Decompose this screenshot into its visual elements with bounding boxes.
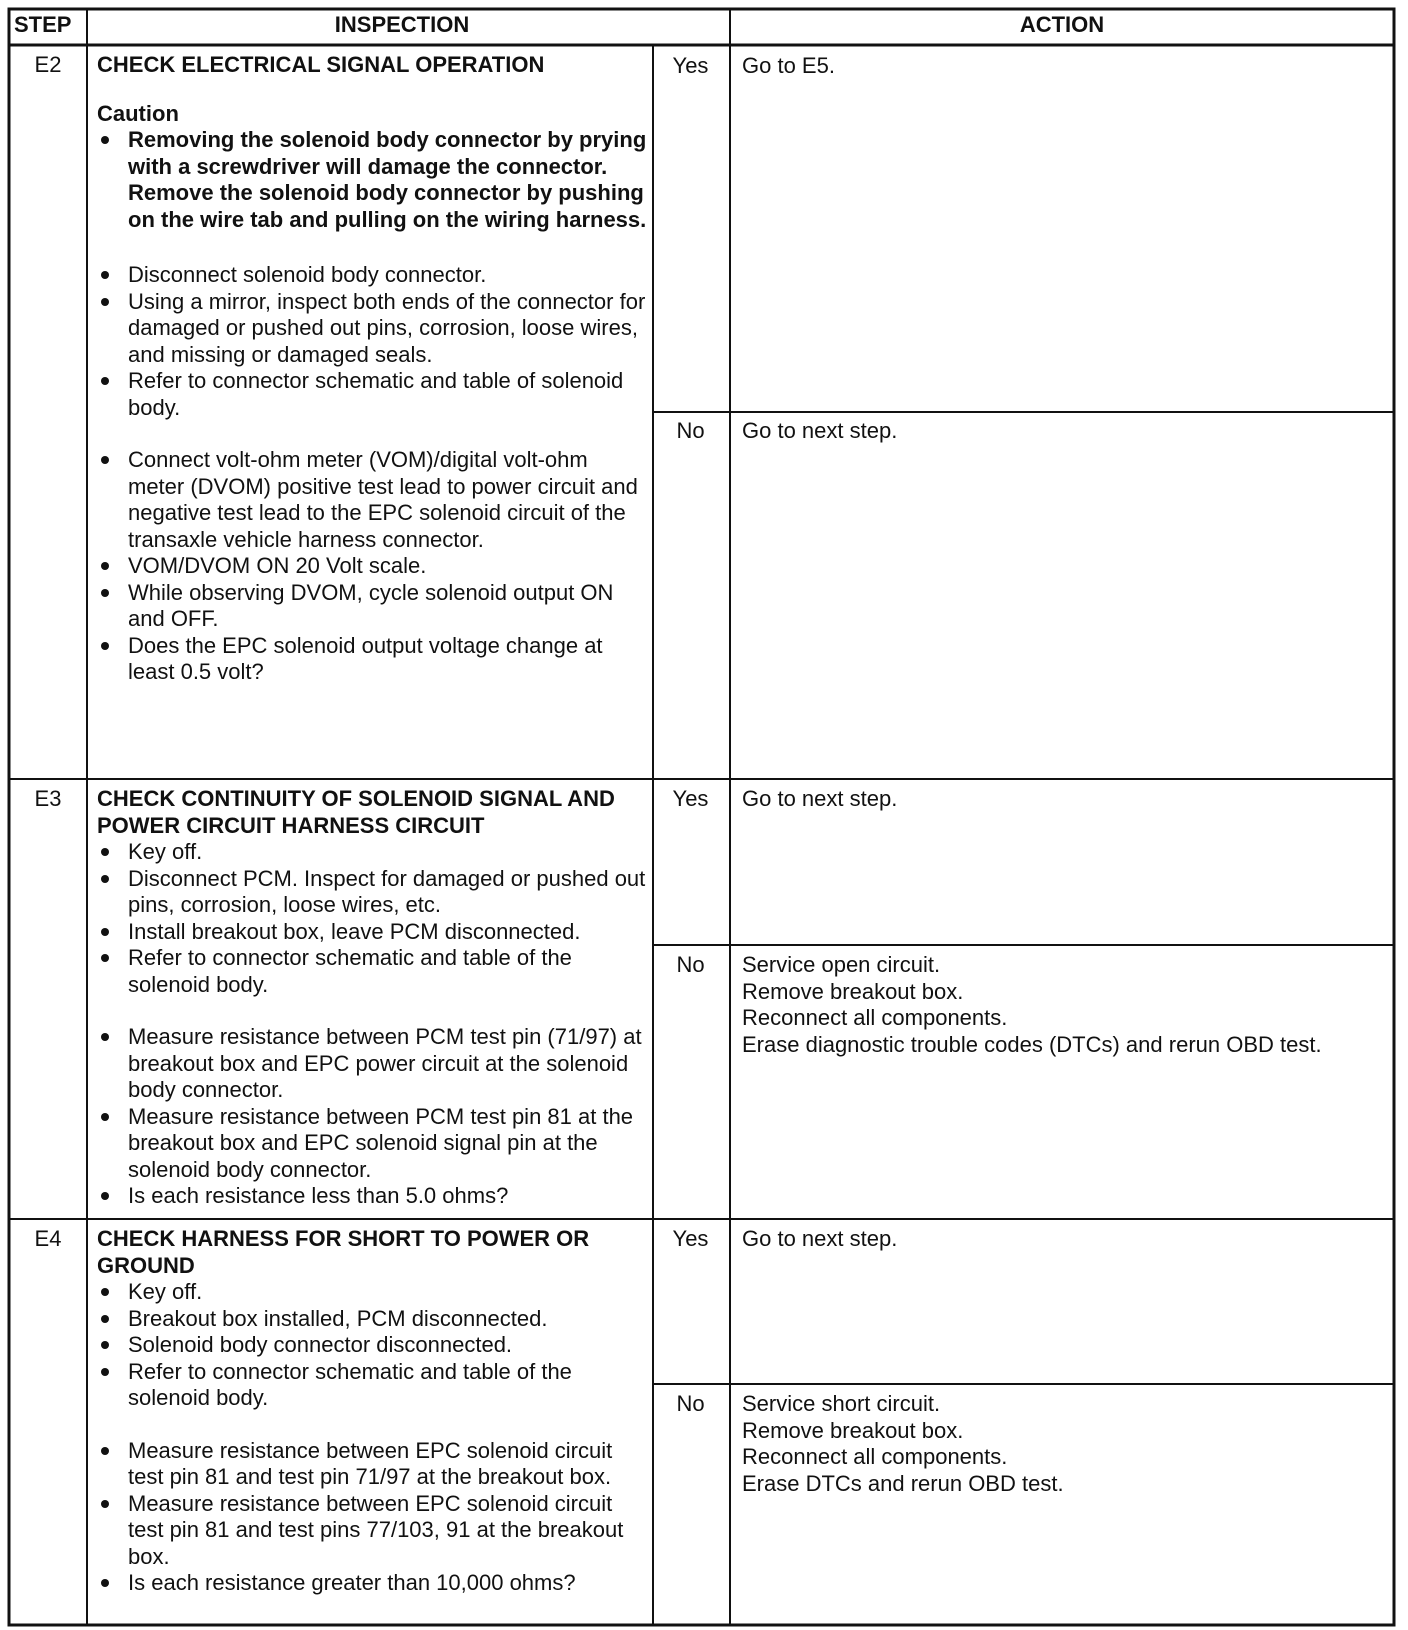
list-item: Disconnect PCM. Inspect for damaged or pushed out pins, corrosion, loose wires, etc. xyxy=(97,866,650,919)
yes-action xyxy=(742,786,1382,813)
action-line: Service short circuit. xyxy=(742,1391,941,1416)
step-title: CHECK CONTINUITY OF SOLENOID SIGNAL AND POWER CIRCUIT HARNESS CIRCUIT xyxy=(97,786,615,838)
no-action xyxy=(742,1391,1382,1497)
caution-list xyxy=(97,127,650,233)
list-item: Breakout box installed, PCM disconnected. xyxy=(97,1306,650,1333)
action-line: Reconnect all components. xyxy=(742,1005,1008,1030)
step-title: CHECK HARNESS FOR SHORT TO POWER OR GROUND xyxy=(97,1226,590,1278)
list-item: VOM/DVOM ON 20 Volt scale. xyxy=(97,553,650,580)
yes-action xyxy=(742,53,1382,80)
no-label: No xyxy=(676,1391,705,1416)
action-line: Go to next step. xyxy=(742,418,898,443)
list-item: Disconnect solenoid body connector. xyxy=(97,262,650,289)
list-item: Key off. xyxy=(97,839,650,866)
header-action: ACTION xyxy=(1019,12,1105,37)
list-item: Refer to connector schematic and table of the solenoid body. xyxy=(97,945,650,998)
list-item: Measure resistance between PCM test pin (71/97) at breakout box and EPC power circuit at the solenoid body connector. xyxy=(97,1024,650,1104)
list-item: Key off. xyxy=(97,1279,650,1306)
step-number: E2 xyxy=(34,52,62,77)
action-line: Erase diagnostic trouble codes (DTCs) and rerun OBD test. xyxy=(742,1031,1322,1057)
caution-label: Caution xyxy=(97,100,179,126)
check-list xyxy=(97,262,650,686)
no-label: No xyxy=(676,952,705,977)
list-item: Is each resistance less than 5.0 ohms? xyxy=(97,1183,650,1210)
action-line: Service open circuit. xyxy=(742,952,941,977)
list-item: Measure resistance between EPC solenoid circuit test pin 81 and test pin 71/97 at the breakout box. xyxy=(97,1438,650,1491)
action-line: Erase DTCs and rerun OBD test. xyxy=(742,1470,1064,1496)
caution-item: Removing the solenoid body connector by prying with a screwdriver will damage the connector. Remove the solenoid body connector by pushing on the wire tab and pulling on the wiring harness. xyxy=(97,127,650,233)
list-item: Is each resistance greater than 10,000 ohms? xyxy=(97,1570,650,1597)
yes-label: Yes xyxy=(672,1226,709,1251)
inspection-cell xyxy=(97,52,650,686)
action-line: Go to next step. xyxy=(742,1226,898,1251)
action-line: Reconnect all components. xyxy=(742,1444,1008,1469)
action-line: Go to next step. xyxy=(742,786,898,811)
list-item: Refer to connector schematic and table of solenoid body. xyxy=(97,368,650,421)
list-item: While observing DVOM, cycle solenoid output ON and OFF. xyxy=(97,580,650,633)
header-inspection: INSPECTION xyxy=(334,12,470,37)
list-item: Using a mirror, inspect both ends of the connector for damaged or pushed out pins, corrosion, loose wires, and missing or damaged seals. xyxy=(97,289,650,369)
list-item: Measure resistance between PCM test pin 81 at the breakout box and EPC solenoid signal pin at the solenoid body connector. xyxy=(97,1104,650,1184)
header-step: STEP xyxy=(14,12,72,37)
action-line: Go to E5. xyxy=(742,53,835,78)
inspection-cell xyxy=(97,786,650,1210)
step-number: E3 xyxy=(34,786,62,811)
yes-label: Yes xyxy=(672,786,709,811)
list-item: Connect volt-ohm meter (VOM)/digital volt-ohm meter (DVOM) positive test lead to power circuit and negative test lead to the EPC solenoid circuit of the transaxle vehicle harness connector. xyxy=(97,447,650,553)
step-title: CHECK ELECTRICAL SIGNAL OPERATION xyxy=(97,52,545,77)
list-item: Solenoid body connector disconnected. xyxy=(97,1332,650,1359)
no-action xyxy=(742,952,1382,1058)
yes-action xyxy=(742,1226,1382,1253)
list-item: Install breakout box, leave PCM disconnected. xyxy=(97,919,650,946)
action-line: Remove breakout box. xyxy=(742,1417,964,1443)
list-item: Measure resistance between EPC solenoid circuit test pin 81 and test pins 77/103, 91 at the breakout box. xyxy=(97,1491,650,1571)
yes-label: Yes xyxy=(672,53,709,78)
list-item: Refer to connector schematic and table of the solenoid body. xyxy=(97,1359,650,1412)
check-list xyxy=(97,839,650,1210)
no-label: No xyxy=(676,418,705,443)
list-item: Does the EPC solenoid output voltage change at least 0.5 volt? xyxy=(97,633,650,686)
step-number: E4 xyxy=(34,1226,62,1251)
inspection-cell xyxy=(97,1226,650,1597)
no-action xyxy=(742,418,1382,445)
action-line: Remove breakout box. xyxy=(742,978,964,1004)
check-list xyxy=(97,1279,650,1597)
